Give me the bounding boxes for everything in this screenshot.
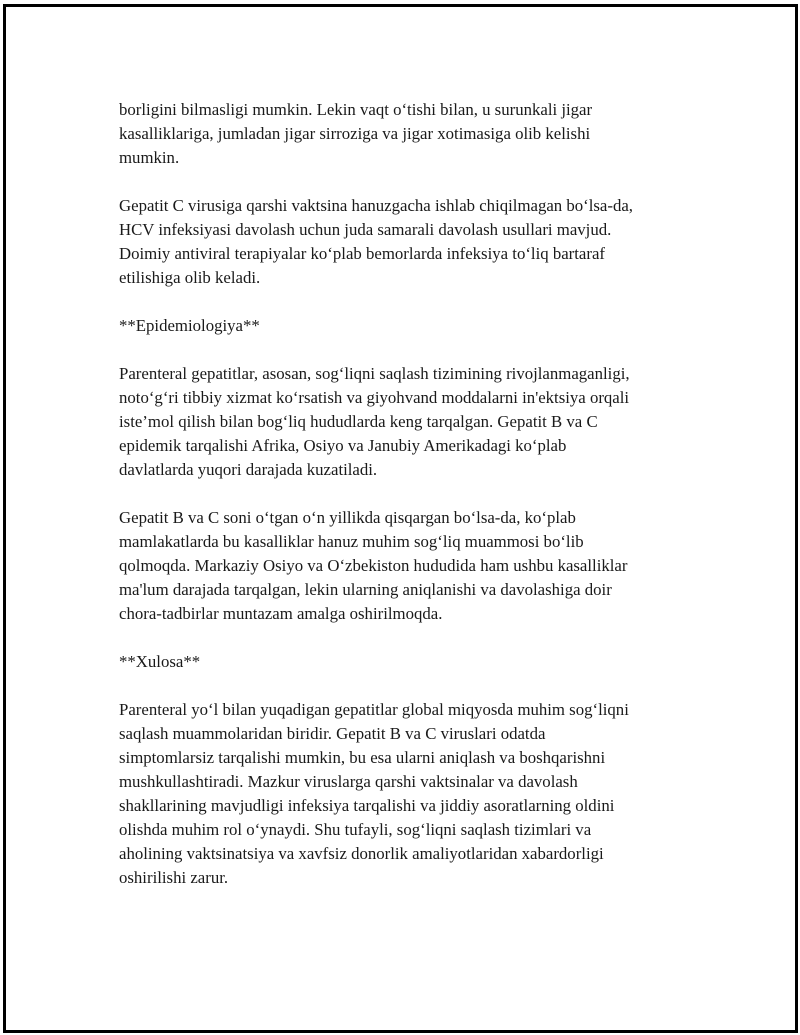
paragraph-hepatitis-c-treatment: Gepatit C virusiga qarshi vaktsina hanuzgacha ishlab chiqilmagan bo‘lsa-da, HCV infeksiyasi davolash uchun juda samarali davolash usullari mavjud. Doimiy antiviral terapiyalar ko‘plab bemorlarda infeksiya to‘liq bartaraf etilishiga olib keladi. bbox=[119, 196, 634, 287]
heading-xulosa: **Xulosa** bbox=[119, 652, 201, 671]
paragraph-epidemiology-spread: Parenteral gepatitlar, asosan, sog‘liqni saqlash tizimining rivojlanmaganligi, noto‘g‘ri tibbiy xizmat ko‘rsatish va giyohvand moddalarni in'ektsiya orqali iste’mol qilish bilan bog‘liq hududlarda keng tarqalgan. Gepatit B va C epidemik tarqalishi Afrika, Osiyo va Janubiy Amerikadagi ko‘plab davlatlarda yuqori darajada kuzatiladi. bbox=[119, 364, 630, 479]
paragraph-epidemiology-region: Gepatit B va C soni o‘tgan o‘n yillikda qisqargan bo‘lsa-da, ko‘plab mamlakatlarda bu kasalliklar hanuz muhim sog‘liq muammosi bo‘lib qolmoqda. Markaziy Osiyo va O‘zbekiston hududida ham ushbu kasalliklar ma'lum darajada tarqalgan, lekin ularning aniqlanishi va davolashiga doir chora-tadbirlar muntazam amalga oshirilmoqda. bbox=[119, 508, 628, 623]
heading-epidemiologiya: **Epidemiologiya** bbox=[119, 316, 260, 335]
paragraph-hepatitis-outcome: borligini bilmasligi mumkin. Lekin vaqt o‘tishi bilan, u surunkali jigar kasalliklariga, jumladan jigar sirroziga va jigar xotimasiga olib kelishi mumkin. bbox=[119, 100, 593, 167]
paragraph-conclusion: Parenteral yo‘l bilan yuqadigan gepatitlar global miqyosda muhim sog‘liqni saqlash muammolaridan biridir. Gepatit B va C viruslari odatda simptomlarsiz tarqalishi mumkin, bu esa ularni aniqlash va boshqarishni mushkullashtiradi. Mazkur viruslarga qarshi vaktsinalar va davolash shakllarining mavjudligi infeksiya tarqalishi va jiddiy asoratlarning oldini olishda muhim rol o‘ynaydi. Shu tufayli, sog‘liqni saqlash tizimlari va aholining vaktsinatsiya va xavfsiz donorlik amaliyotlaridan xabardorligi oshirilishi zarur. bbox=[119, 700, 629, 887]
page-frame bbox=[3, 4, 798, 1033]
document-body bbox=[119, 98, 689, 914]
